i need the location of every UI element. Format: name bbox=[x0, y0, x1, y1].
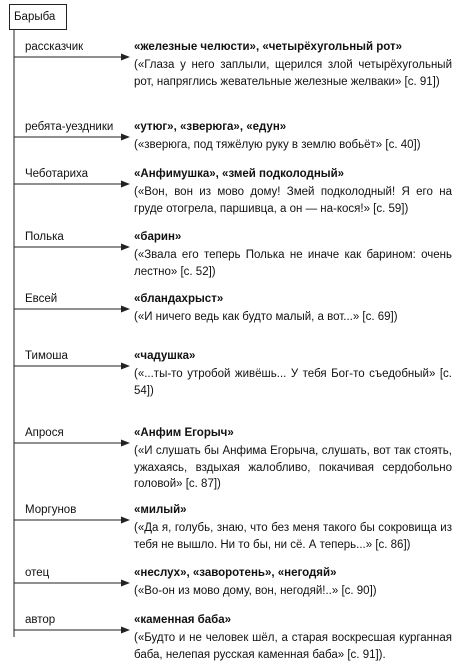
nickname-text: «утюг», «зверюга», «едун» bbox=[134, 121, 287, 133]
arrow-head bbox=[121, 363, 130, 370]
speaker-label: Моргунов bbox=[25, 504, 77, 516]
quote-text: («Звала его теперь Полька не иначе как барином: очень лестно» [с. 52]) bbox=[134, 249, 452, 278]
nickname-text: «железные челюсти», «четырёхугольный рот» bbox=[134, 41, 403, 53]
arrow-head bbox=[121, 54, 130, 61]
nickname-text: «милый» bbox=[134, 504, 187, 516]
root-node: Барыба bbox=[9, 4, 67, 30]
arrow-head bbox=[121, 244, 130, 251]
quote-text: («Во-он из мово дому, вон, негодяй!..» [с. 90]) bbox=[134, 585, 377, 597]
speaker-label: автор bbox=[25, 614, 56, 626]
speaker-label: рассказчик bbox=[25, 41, 84, 53]
arrow-head bbox=[121, 627, 130, 634]
speaker-label: Чеботариха bbox=[25, 168, 89, 180]
quote-text: («зверюга, под тяжёлую руку в землю вобьёт» [с. 40]) bbox=[134, 139, 421, 151]
quote-text: («Вон, вон из мово дому! Змей подколодный! Я его на груде отогрела, паршивца, а он — на-кося!» [с. 59]) bbox=[134, 186, 452, 215]
arrow-head bbox=[121, 306, 130, 313]
arrow-head bbox=[121, 440, 130, 447]
arrow-head bbox=[121, 134, 130, 141]
nickname-text: «чадушка» bbox=[134, 350, 196, 362]
speaker-label: ребята-уездники bbox=[25, 121, 114, 133]
quote-text: («Будто и не человек шёл, а старая воскресшая курганная баба, нелепая русская каменная баба» [с. 91]). bbox=[134, 632, 452, 661]
quote-text: («Да я, голубь, знаю, что без меня такого бы сокровища из тебя не вышло. Ни то бы, ни сё. А теперь...» [с. 86]) bbox=[134, 522, 452, 551]
nickname-text: «каменная баба» bbox=[134, 614, 232, 626]
quote-text: («И ничего ведь как будто малый, а вот...» [с. 69]) bbox=[134, 311, 398, 323]
speaker-label: отец bbox=[25, 567, 50, 579]
quote-text: («И слушать бы Анфима Егорыча, слушать, вот так стоять, ужахаясь, вздыхая жалобливо, покачивая сердобольно головой» [с. 87]) bbox=[134, 445, 452, 490]
speaker-label: Полька bbox=[25, 231, 64, 243]
nickname-text: «Анфимушка», «змей подколодный» bbox=[134, 168, 345, 180]
nickname-text: «неслух», «заворотень», «негодяй» bbox=[134, 567, 337, 579]
nickname-text: «бландахрыст» bbox=[134, 293, 224, 305]
speaker-label: Евсей bbox=[25, 293, 58, 305]
speaker-label: Тимоша bbox=[25, 350, 68, 362]
arrow-head bbox=[121, 580, 130, 587]
arrow-head bbox=[121, 517, 130, 524]
arrow-head bbox=[121, 181, 130, 188]
quote-text: («...ты-то утробой живёшь... У тебя Бог-то съедобный» [с. 54]) bbox=[134, 368, 452, 397]
speaker-label: Апрося bbox=[25, 427, 64, 439]
nickname-text: «Анфим Егорыч» bbox=[134, 427, 234, 439]
nickname-text: «барин» bbox=[134, 231, 182, 243]
quote-text: («Глаза у него заплыли, щерился злой четырёхугольный рот, напряглись жевательные железные желваки» [с. 91]) bbox=[134, 59, 452, 88]
